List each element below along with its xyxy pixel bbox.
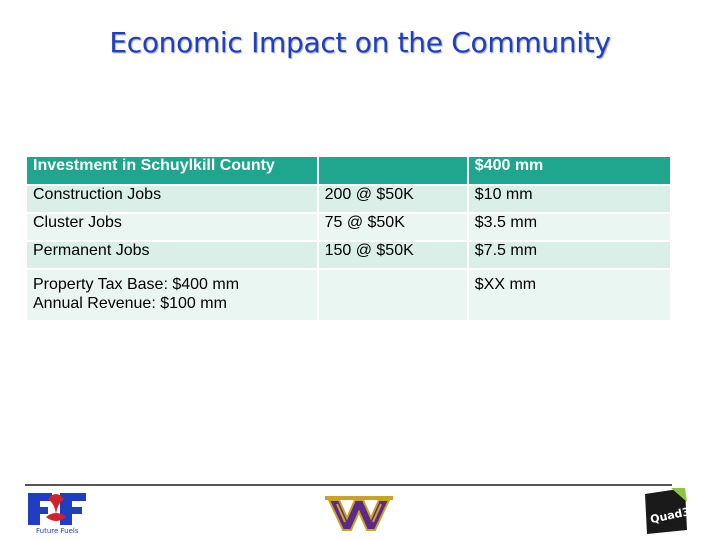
table-row: [27, 214, 670, 240]
row-jobs: 200 @ $50K: [319, 186, 467, 212]
quad3-logo: [641, 486, 691, 536]
row-label: Cluster Jobs: [27, 214, 317, 240]
header-investment: Investment in Schuylkill County: [27, 157, 317, 184]
row-label: Permanent Jobs: [27, 242, 317, 268]
table-row: [27, 186, 670, 212]
row-value: $3.5 mm: [469, 214, 670, 240]
row-value: $XX mm: [469, 270, 670, 320]
header-blank: [319, 157, 467, 184]
row-jobs: 75 @ $50K: [319, 214, 467, 240]
slide-title: Economic Impact on the Community: [109, 26, 611, 59]
header-amount: $400 mm: [469, 157, 670, 184]
table-header-row: [27, 157, 670, 184]
impact-table: [25, 155, 672, 322]
table-row: [27, 270, 670, 320]
table-row: [27, 242, 670, 268]
future-fuels-caption: Future Fuels: [36, 527, 79, 535]
row-value: $10 mm: [469, 186, 670, 212]
row-jobs: 150 @ $50K: [319, 242, 467, 268]
quad3-logo-text: Quad3: [649, 505, 691, 527]
w-crest-logo: [325, 494, 393, 532]
annual-revenue-line: Annual Revenue: $100 mm: [33, 295, 227, 312]
footer-divider: [25, 484, 672, 486]
property-tax-line: Property Tax Base: $400 mm: [33, 276, 240, 293]
row-label: Construction Jobs: [27, 186, 317, 212]
row-jobs: [319, 270, 467, 320]
row-label: [27, 270, 317, 320]
row-value: $7.5 mm: [469, 242, 670, 268]
